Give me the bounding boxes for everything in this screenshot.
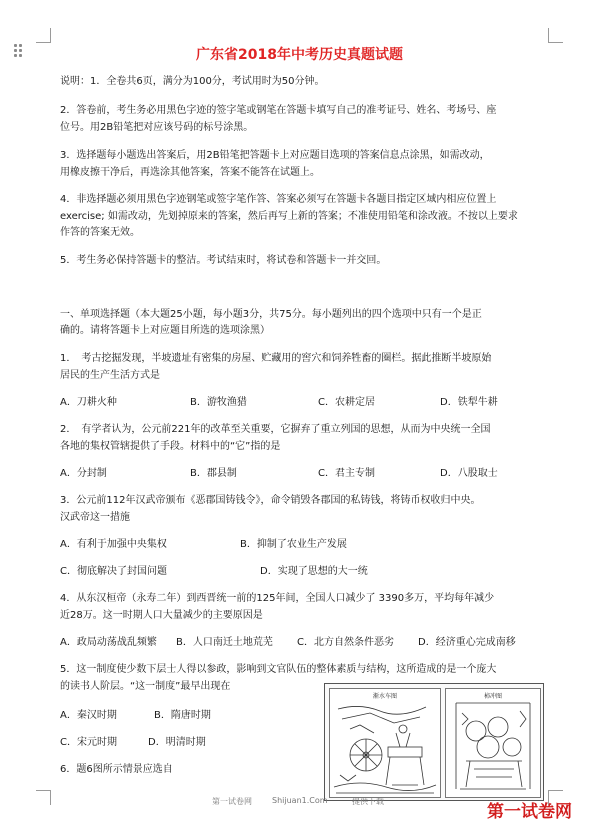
- crop-mark-bottom-left: [36, 790, 51, 805]
- option-d: D．八股取士: [440, 468, 498, 479]
- instruction-line: 3．选择题每小题选出答案后，用2B铅笔把答题卡上对应题目选项的答案信息点涂黑，如需改动，: [60, 150, 490, 161]
- instruction-line: 位号。用2B铅笔把对应该号码的标号涂黑。: [60, 122, 254, 133]
- section-header: 确的。请将答题卡上对应题目所选的选项涂黑）: [60, 325, 270, 336]
- option-d: D．明清时期: [148, 737, 206, 748]
- question-stem: 1． 考古挖掘发现，半坡遗址有密集的房屋、贮藏用的窖穴和饲养牲畜的圈栏。据此推断半坡原始: [60, 353, 492, 364]
- option-a: A．有利于加强中央集权: [60, 539, 167, 550]
- footer-provide-text: 提供下载: [352, 797, 384, 806]
- option-a: A．政局动荡战乱频繁: [60, 637, 157, 648]
- crop-mark-top-right: [548, 28, 563, 43]
- section-header: 一、单项选择题（本大题25小题，每小题3分，共75分。每小题列出的四个选项中只有一个是正: [60, 309, 482, 320]
- option-b: B．游牧渔猎: [190, 397, 247, 408]
- question-stem: 4．从东汉桓帝（永寿二年）到西晋统一前的125年间，全国人口减少了 3390多万，平均每年减少: [60, 593, 495, 604]
- brand-watermark: 第一试卷网: [487, 802, 572, 822]
- spinning-drawing-icon: [446, 689, 540, 797]
- option-c: C．农耕定居: [318, 397, 375, 408]
- instruction-line: exercise; 如需改动，先划掉原来的答案，然后再写上新的答案；不准使用铅笔和涂改液。不按以上要求: [60, 211, 518, 222]
- question-stem: 各地的集权管辖提供了手段。材料中的“它”指的是: [60, 441, 281, 452]
- question-stem: 的读书人阶层。“这一制度”最早出现在: [60, 681, 231, 692]
- footer-domain-link[interactable]: Shijuan1.Com: [272, 796, 328, 805]
- waterwheel-illustration: [329, 688, 441, 798]
- instruction-line: 说明：1．全卷共6页，满分为100分，考试用时为50分钟。: [60, 76, 325, 87]
- question-stem: 5．这一制度使少数下层士人得以参政，影响到文官队伍的整体素质与结构，这所造成的是一个庞大: [60, 664, 497, 675]
- question-stem: 汉武帝这一措施: [60, 512, 130, 523]
- instruction-line: 用橡皮擦干净后，再选涂其他答案，答案不能答在试题上。: [60, 167, 320, 178]
- option-d: D．实现了思想的大一统: [260, 566, 368, 577]
- instruction-line: 作答的答案无效。: [60, 227, 140, 238]
- question-stem: 2． 有学者认为，公元前221年的改革至关重要，它摒弃了重立列国的思想，从而为中央统一全国: [60, 424, 491, 435]
- instruction-line: 2．答卷前，考生务必用黑色字迹的签字笔或钢笔在答题卡填写自己的准考证号、姓名、考场号、座: [60, 105, 497, 116]
- waterwheel-drawing-icon: [330, 689, 440, 797]
- page-title: 广东省2018年中考历史真题试题: [196, 47, 403, 63]
- question-figure: [324, 683, 544, 801]
- footer-site-name: 第一试卷网: [212, 797, 252, 806]
- option-b: B．抑制了农业生产发展: [240, 539, 347, 550]
- option-c: C．宋元时期: [60, 737, 117, 748]
- option-a: A．刀耕火种: [60, 397, 117, 408]
- question-stem: 6．题6图所示情景应选自: [60, 764, 173, 775]
- crop-mark-top-left: [36, 28, 51, 43]
- option-d: D．经济重心完成南移: [418, 637, 516, 648]
- option-c: C．君主专制: [318, 468, 375, 479]
- option-c: C．北方自然条件恶劣: [297, 637, 394, 648]
- spinning-tool-illustration: [445, 688, 541, 798]
- option-d: D．铁犁牛耕: [440, 397, 498, 408]
- figure-caption-left: 渐水车图: [372, 693, 397, 700]
- option-c: C．彻底解决了封国问题: [60, 566, 167, 577]
- question-stem: 3．公元前112年汉武帝颁布《恶郡国铸钱令》，命令销毁各郡国的私铸钱，将铸币权收归中央。: [60, 495, 481, 506]
- figure-caption-right: 柿冲图: [483, 693, 502, 700]
- option-b: B．郡县制: [190, 468, 237, 479]
- question-stem: 近28万。这一时期人口大量减少的主要原因是: [60, 610, 263, 621]
- option-b: B．人口南迁土地荒芜: [176, 637, 273, 648]
- instruction-line: 5．考生务必保持答题卡的整洁。考试结束时，将试卷和答题卡一并交回。: [60, 255, 387, 266]
- question-stem: 居民的生产生活方式是: [60, 370, 160, 381]
- option-b: B．隋唐时期: [154, 710, 211, 721]
- option-a: A．分封制: [60, 468, 107, 479]
- option-a: A．秦汉时期: [60, 710, 117, 721]
- instruction-line: 4．非选择题必须用黑色字迹钢笔或签字笔作答、答案必须写在答题卡各题目指定区域内相应位置上: [60, 194, 497, 205]
